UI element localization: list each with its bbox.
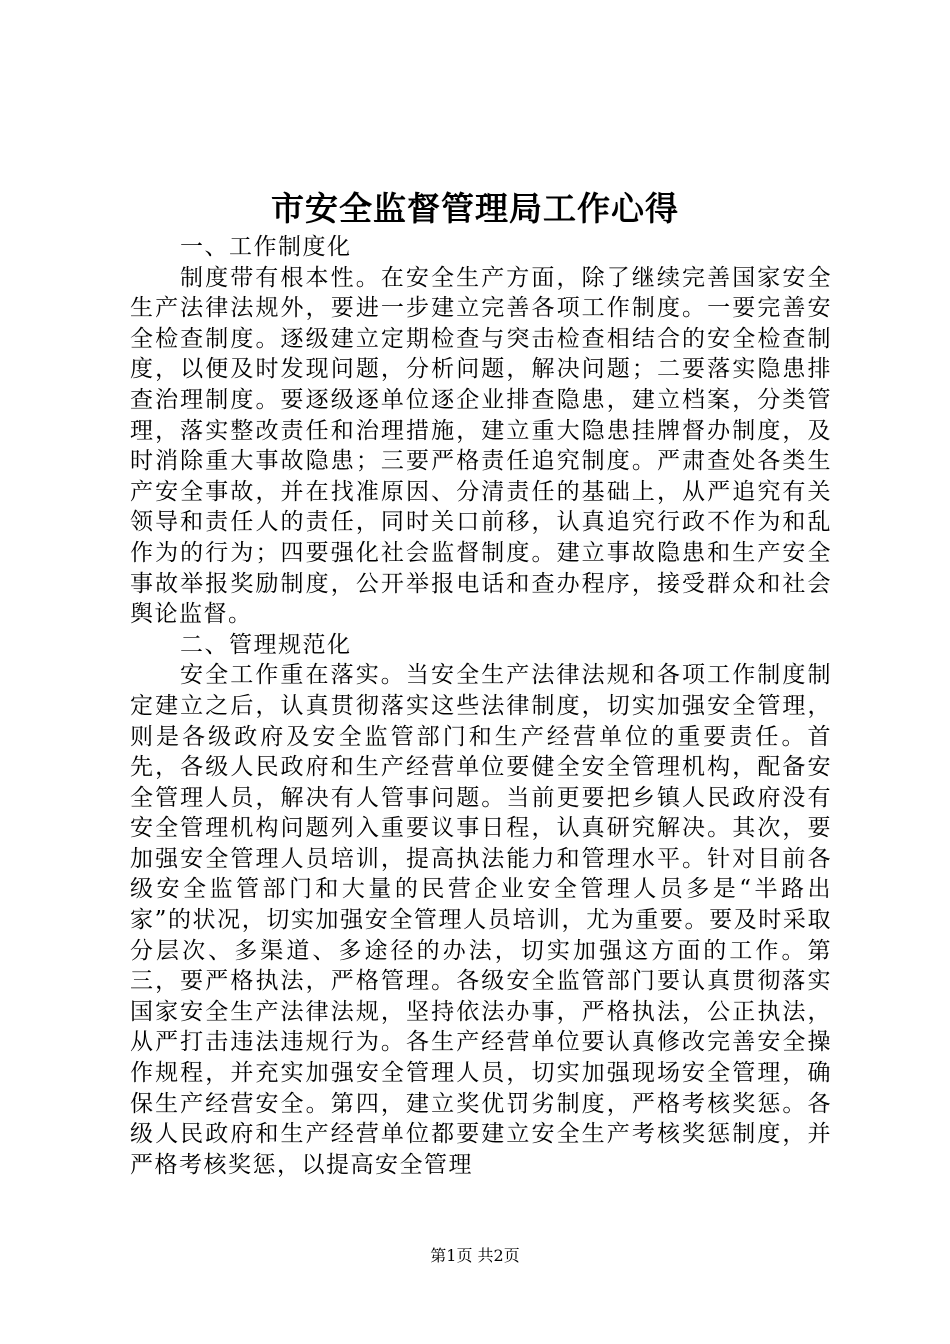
document-body [130, 232, 832, 1180]
page-number-footer: 第1页 共2页 [430, 1246, 520, 1265]
paragraph-1: 制度带有根本性。在安全生产方面，除了继续完善国家安全生产法律法规外，要进一步建立完善各项工作制度。一要完善安全检查制度。逐级建立定期检查与突击检查相结合的安全检查制度，以便及时发现问题，分析问题，解决问题；二要落实隐患排查治理制度。要逐级逐单位逐企业排查隐患，建立档案，分类管理，落实整改责任和治理措施，建立重大隐患挂牌督办制度，及时消除重大事故隐患；三要严格责任追究制度。严肃查处各类生产安全事故，并在找准原因、分清责任的基础上，从严追究有关领导和责任人的责任，同时关口前移，认真追究行政不作为和乱作为的行为；四要强化社会监督制度。建立事故隐患和生产安全事故举报奖励制度，公开举报电话和查办程序，接受群众和社会舆论监督。 [130, 264, 832, 628]
section-heading-1: 一、工作制度化 [180, 234, 352, 260]
paragraph-2: 安全工作重在落实。当安全生产法律法规和各项工作制度制定建立之后，认真贯彻落实这些法律制度，切实加强安全管理，则是各级政府及安全监管部门和生产经营单位的重要责任。首先，各级人民政府和生产经营单位要健全安全管理机构，配备安全管理人员，解决有人管事问题。当前更要把乡镇人民政府没有安全管理机构问题列入重要议事日程，认真研究解决。其次，要加强安全管理人员培训，提高执法能力和管理水平。针对目前各级安全监管部门和大量的民营企业安全管理人员多是“半路出家”的状况，切实加强安全管理人员培训，尤为重要。要及时采取分层次、多渠道、多途径的办法，切实加强这方面的工作。第三，要严格执法，严格管理。各级安全监管部门要认真贯彻落实国家安全生产法律法规，坚持依法办事，严格执法，公正执法，从严打击违法违规行为。各生产经营单位要认真修改完善安全操作规程，并充实加强安全管理人员，切实加强现场安全管理，确保生产经营安全。第四，建立奖优罚劣制度，严格考核奖惩。各级人民政府和生产经营单位都要建立安全生产考核奖惩制度，并严格考核奖惩，以提高安全管理 [130, 662, 832, 1178]
document-title: 市安全监督管理局工作心得 [271, 189, 679, 228]
section-heading-2: 二、管理规范化 [180, 631, 352, 658]
